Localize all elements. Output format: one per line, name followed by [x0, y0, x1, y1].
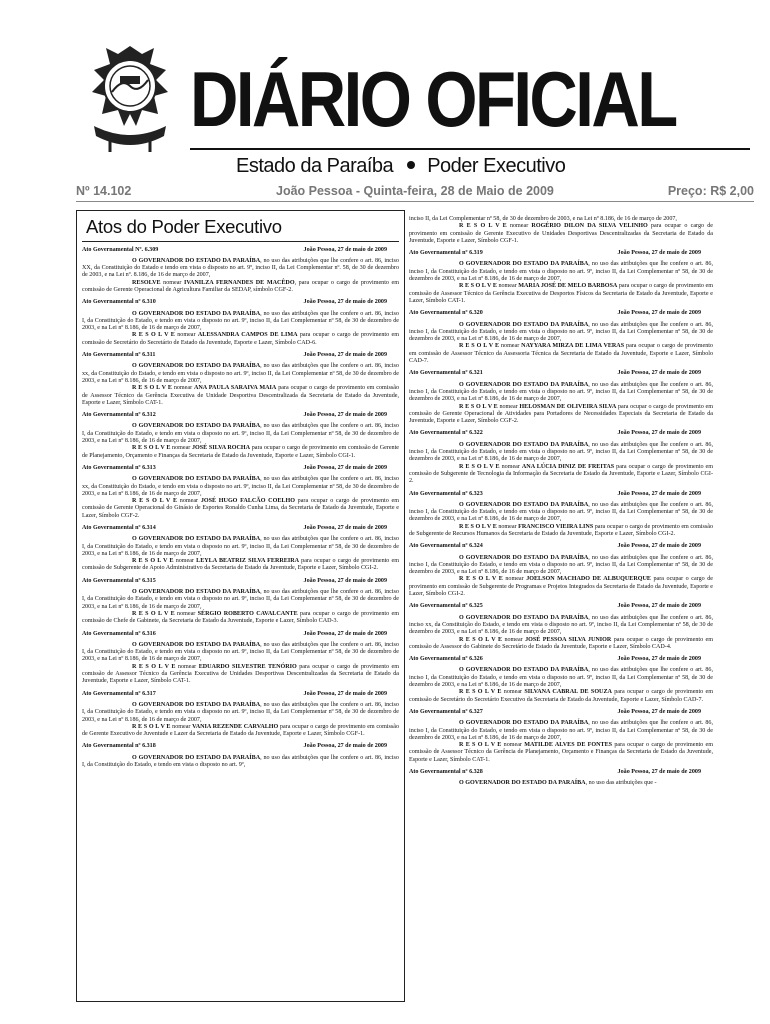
act-preamble: O GOVERNADOR DO ESTADO DA PARAÍBA, no uso das atribuições que lhe confere o art. 86, inciso I, da Constituição do Estado, e tendo em vista o disposto no art. 9º, inciso II, da Lei Complementar nº 58, de 30 de dezembro de 2003, e na Lei nº 8.186, de 16 de março de 2007, [82, 589, 399, 610]
act-entry [82, 578, 399, 626]
act-header [82, 525, 399, 532]
act-date: João Pessoa, 27 de maio de 2009 [303, 412, 387, 419]
act-resolution: R E S O L V E nomear MARIA JOSÉ DE MELO BARBOSA para ocupar o cargo de provimento em comissão de Assessor Técnico da Gerência Executiva de Desportos Físicos da Secretaria de Estado da Juventude, Esporte e Lazer, Símbolo CAT-1. [409, 283, 713, 304]
act-number: Ato Governamental nº 6.328 [409, 769, 483, 775]
act-number: Ato Governamental nº 6.310 [82, 299, 156, 306]
act-number: Ato Governamental nº 6.326 [409, 656, 483, 663]
act-header [82, 691, 399, 698]
issue-price: Preço: R$ 2,00 [667, 184, 754, 198]
act-resolution: R E S O L V E nomear JOELSON MACHADO DE ALBUQUERQUE para ocupar o cargo de provimento em comissão de Subgerente de Programas e Projetos Integrados da Secretaria de Estado da Juventude, Esporte e Lazer, Símbolo CGI-2. [409, 576, 713, 598]
act-header [409, 769, 713, 776]
act-entry [82, 631, 399, 686]
act-resolution: R E S O L V E nomear HELOSMAN DE OLIVEIRA SILVA para ocupar o cargo de provimento em comissão de Gerente Operacional de Atividades para Portadores de Necessidades Especiais da Secretaria de Estado da Juventude, Esporte e Lazer, Símbolo CGF-2. [409, 403, 713, 425]
act-number: Ato Governamental nº 6.316 [82, 630, 156, 637]
act-date: João Pessoa, 27 de maio de 2009 [617, 430, 701, 437]
act-entry [409, 310, 713, 365]
act-number: Ato Governamental nº 6.311 [82, 352, 156, 359]
act-header [409, 491, 713, 498]
act-date: João Pessoa, 27 de maio de 2009 [303, 690, 387, 697]
right-acts-list [409, 250, 713, 787]
act-number: Ato Governamental nº 6.322 [409, 430, 483, 437]
act-number: Ato Governamental nº 6.324 [409, 543, 483, 550]
newspaper-title: DIÁRIO OFICIAL [190, 55, 676, 143]
act-date: João Pessoa, 27 de maio de 2009 [303, 743, 387, 750]
act-entry [409, 543, 713, 598]
act-entry [82, 352, 399, 407]
act-preamble: O GOVERNADOR DO ESTADO DA PARAÍBA, no uso das atribuições que lhe confere o art. 86, inciso XX, da Constituição do Estado e tendo em vista o disposto no art. 9º, inciso II, da Lei Complementar nº. 58, de 30 de dezembro de 2003, e na Lei nº. 8.186, de 16 de março de 2007, [82, 257, 399, 279]
state-coat-of-arms-icon [80, 40, 180, 160]
appointee-name: JOSÉ HUGO FALCÃO COELHO [200, 498, 295, 505]
act-date: João Pessoa, 27 de maio de 2009 [617, 543, 701, 550]
act-date: João Pessoa, 27 de maio de 2009 [617, 490, 701, 497]
info-rule [76, 201, 754, 202]
act-date: João Pessoa, 27 de maio de 2009 [617, 708, 701, 715]
act-preamble: O GOVERNADOR DO ESTADO DA PARAÍBA, no uso das atribuições que lhe confere o art. 86, inciso I, da Constituição do Estado, e tendo em vista o disposto no art. 9º, inciso II, da Lei Complementar nº 58, de 30 de dezembro de 2003, e na Lei nº 8.186, de 16 de março de 2007, [409, 441, 713, 463]
appointee-name: LEYLA BEATRIZ SILVA FERREIRA [196, 558, 300, 565]
act-preamble: O GOVERNADOR DO ESTADO DA PARAÍBA, no uso das atribuições que lhe confere o art. 86, inciso I, da Constituição do Estado, e tendo em vista o disposto no art. 9º, inciso II, da Lei Complementar nº 58, de 30 de dezembro de 2003, e na Lei nº 8.186, de 16 de março de 2007, [82, 423, 399, 445]
appointee-name: SILVANA CABRAL DE SOUZA [524, 689, 612, 696]
act-number: Ato Governamental nº 6.312 [82, 412, 156, 419]
act-entry [82, 691, 399, 739]
act-header [409, 430, 713, 437]
act-preamble: O GOVERNADOR DO ESTADO DA PARAÍBA, no uso das atribuições que lhe confere o art. 86, inciso I, da Constituição do Estado, e tendo em vista o disposto no art. 9º, inciso II, da Lei Complementar nº 58, de 30 de dezembro de 2003, e na Lei nº 8.186, de 16 de março de 2007, [409, 321, 713, 343]
act-entry [82, 247, 399, 295]
appointee-name: ANA LÚCIA DINIZ DE FREITAS [521, 463, 615, 470]
act-header [82, 299, 399, 306]
act-date: João Pessoa, 27 de maio de 2009 [303, 464, 387, 471]
section-title: Atos do Poder Executivo [86, 216, 282, 237]
masthead [0, 0, 770, 215]
appointee-name: MARIA JOSÉ DE MELO BARBOSA [518, 283, 618, 290]
appointee-name: ALESSANDRA CAMPOS DE LIMA [197, 332, 298, 339]
act-header [82, 465, 399, 472]
act-resolution: R E S O L V E nomear LEYLA BEATRIZ SILVA FERREIRA para ocupar o cargo de provimento em comissão de Subgerente de Apoio Administrativo da Secretaria de Estado da Juventude, Esporte e Lazer, Símbolo CGI-2. [82, 558, 399, 572]
act-date: João Pessoa, 27 de maio de 2009 [303, 352, 387, 359]
appointee-name: JOELSON MACHADO DE ALBUQUERQUE [526, 576, 651, 583]
act-header [409, 250, 713, 257]
act-preamble: O GOVERNADOR DO ESTADO DA PARAÍBA, no uso das atribuições que lhe confere o art. 86, inciso I, da Constituição do Estado, e tendo em vista o disposto no art. 9º, inciso II, da Lei Complementar nº 58, de 30 de dezembro de 2003, e na Lei nº 8.186, de 16 de março de 2007, [409, 261, 713, 283]
act-entry [82, 743, 399, 769]
act-number: Ato Governamental nº 6.315 [82, 577, 156, 584]
act-header [82, 631, 399, 638]
appointee-name: SÉRGIO ROBERTO CAVALCANTE [197, 610, 298, 617]
act-date: João Pessoa, 27 de maio de 2009 [617, 250, 701, 257]
act-number: Ato Governamental nº 6.320 [409, 310, 483, 317]
act-date: João Pessoa, 27 de maio de 2009 [617, 370, 701, 377]
act-header [409, 370, 713, 377]
act-header [409, 656, 713, 663]
act-preamble: O GOVERNADOR DO ESTADO DA PARAÍBA, no uso das atribuições que lhe confere o art. 86, inciso xx, da Constituição do Estado, e tendo em vista o disposto no art. 9º, inciso II, da Lei Complementar nº 58, de 30 de dezembro de 2003, e na Lei nº 8.186, de 16 de março de 2007, [82, 363, 399, 384]
appointee-name: HELOSMAN DE OLIVEIRA SILVA [519, 403, 617, 410]
act-date: João Pessoa, 27 de maio de 2009 [617, 656, 701, 663]
appointee-name: JOSÉ PESSOA SILVA JUNIOR [525, 636, 612, 643]
act-date: João Pessoa, 27 de maio de 2009 [303, 525, 387, 531]
appointee-name: IVANILZA FERNANDES DE MACÊDO [184, 279, 295, 286]
act-number: Ato Governamental nº 6.323 [409, 490, 483, 497]
appointee-name: FRANCISCO VIEIRA LINS [518, 523, 594, 530]
subtitle-branch: Poder Executivo [427, 155, 566, 177]
section-rule [82, 241, 399, 242]
act-number: Ato Governamental nº 6.325 [409, 603, 483, 610]
act-entry [82, 465, 399, 520]
continued-text: inciso II, da Lei Complementar nº 58, de 30 de dezembro de 2003, e na Lei nº 8.186, de 16 de março de 2007, [409, 216, 677, 222]
masthead-rule [190, 148, 750, 150]
appointee-name: JOSÉ SILVA ROCHA [191, 445, 251, 452]
act-entry [409, 250, 713, 305]
act-header [82, 743, 399, 750]
masthead-subtitle [236, 155, 565, 178]
left-acts-list [82, 247, 399, 770]
bullet-icon [407, 161, 415, 169]
act-number: Ato Governamental nº 6.313 [82, 464, 156, 471]
act-preamble: O GOVERNADOR DO ESTADO DA PARAÍBA, no uso das atribuições que lhe confere o art. 86, inciso I, da Constituição do Estado, e tendo em vista o disposto no art. 9º, inciso II, da Lei Complementar nº 58, de 30 de dezembro de 2003, e na Lei nº 8.186, de 16 de março de 2007, [82, 701, 399, 723]
act-header [409, 543, 713, 550]
act-entry [82, 299, 399, 347]
issue-date: João Pessoa - Quinta-feira, 28 de Maio de 2009 [276, 184, 554, 198]
act-entry [409, 709, 713, 764]
appointee-name: ANA PAULA SARAIVA MAIA [194, 385, 277, 392]
right-column [409, 216, 713, 793]
act-entry [409, 603, 713, 651]
appointee-name: EDUARDO SILVESTRE TENÓRIO [198, 663, 297, 670]
act-header [409, 603, 713, 610]
act-entry [409, 656, 713, 704]
act-resolution: R E S O L V E nomear JOSÉ HUGO FALCÃO COELHO para ocupar o cargo de provimento em comissão de Gerente Operacional do Ginásio de Esportes Ronaldo Cunha Lima, da Secretaria de Estado da Juventude, Esporte e Lazer, Símbolo CGF-2. [82, 498, 399, 519]
appointee-name: MATILDE ALVES DE FONTES [524, 742, 613, 749]
act-resolution: R E S O L V E nomear VANIA REZENDE CARVALHO para ocupar o cargo de provimento em comissão de Gerente Executivo de Juventude e Lazer da Secretaria de Estado da Juventude, Esporte e Lazer, Símbolo CGF-1. [82, 723, 399, 738]
act-date: João Pessoa, 27 de maio de 2009 [617, 310, 701, 317]
act-resolution: R E S O L V E nomear MATILDE ALVES DE FONTES para ocupar o cargo de provimento em comissão de Assessor Técnico da Gerência de Planejamento, Orçamento e Finanças da Secretaria de Estado da Juventude, Esporte e Lazer, Símbolo CAT-1. [409, 742, 713, 763]
left-column [82, 216, 399, 774]
act-preamble: O GOVERNADOR DO ESTADO DA PARAÍBA, no uso das atribuições que lhe confere o art. 86, inciso I, da Constituição do Estado, e tendo em vista o disposto no art. 9º, inciso II, da Lei Complementar nº 58, de 30 de dezembro de 2003, e na Lei nº 8.186, de 16 de março de 2007, [82, 310, 399, 332]
act-date: João Pessoa, 27 de maio de 2009 [303, 299, 387, 306]
act-resolution: RESOLVE nomear IVANILZA FERNANDES DE MACÊDO, para ocupar o cargo de provimento em comissão de Gerente Operacional de Agricultura Familiar da SEDAP, símbolo CGF-2. [82, 279, 399, 293]
act-header [82, 352, 399, 359]
act-resolution: R E S O L V E nomear SILVANA CABRAL DE SOUZA para ocupar o cargo de provimento em comissão de Secretário do Secretário Executivo da Secretaria de Estado da Juventude, Esporte e Lazer, Símbolo CAD-7. [409, 689, 713, 703]
act-header [82, 412, 399, 419]
act-resolution: R E S O L V E nomear EDUARDO SILVESTRE TENÓRIO para ocupar o cargo de provimento em comissão de Assessor Técnico da Gerência Executiva de Unidades Desportivas Descentralizadas da Secretaria de Estado da Juventude, Esporte e Lazer, Símbolo CAT-1. [82, 663, 399, 685]
act-date: João Pessoa, 27 de maio de 2009 [303, 577, 387, 584]
continued-resolution: R E S O L V E nomear ROGÉRIO DILON DA SILVA VELINHO para ocupar o cargo de provimento em comissão de Gerente Executivo de Unidades Desportivas Descentralizadas da Secretaria de Estado da Juventude, Esporte e Lazer, Símbolo CGF-1. [409, 223, 714, 244]
act-number: Ato Governamental nº 6.318 [82, 743, 156, 750]
act-preamble: O GOVERNADOR DO ESTADO DA PARAÍBA, no uso das atribuições que lhe confere o art. 86, inciso I, da Constituição do Estado, e tendo em vista o disposto no art. 9º, inciso II, da Lei Complementar nº 58, de 30 de dezembro de 2003, e na Lei nº 8.186, de 16 de março de 2007, [82, 641, 399, 663]
act-header [409, 310, 713, 317]
act-date: João Pessoa, 27 de maio de 2009 [617, 769, 701, 775]
act-entry [82, 525, 399, 573]
act-preamble: O GOVERNADOR DO ESTADO DA PARAÍBA, no uso das atribuições que lhe confere o art. 86, inciso xx, da Constituição do Estado, e tendo em vista o disposto no art. 9º, inciso II, da Lei Complementar nº 58, de 30 de dezembro de 2003, e na Lei nº 8.186, de 16 de março de 2007, [82, 476, 399, 497]
appointee-name: NAYYARA MIRZA DE LIMA VERAS [521, 343, 625, 350]
act-resolution: R E S O L V E nomear SÉRGIO ROBERTO CAVALCANTE para ocupar o cargo de provimento em comissão de Chefe de Gabinete, da Secretaria de Estado da Juventude, Esporte e Lazer, Símbolo CAD-3. [82, 610, 399, 625]
act-date: João Pessoa, 27 de maio de 2009 [303, 630, 387, 637]
act-preamble: O GOVERNADOR DO ESTADO DA PARAÍBA, no uso das atribuições que - [459, 780, 657, 787]
subtitle-state: Estado da Paraíba [236, 155, 394, 177]
act-number: Ato Governamental nº 6.327 [409, 708, 483, 715]
act-resolution: R E S O L V E nomear ANA LÚCIA DINIZ DE FREITAS para ocupar o cargo de provimento em comissão de Subgerente de Tecnologia da Informação da Secretaria de Estado da Juventude, Esporte e Lazer, Símbolo CGI-2. [409, 463, 714, 485]
act-number: Ato Governamental nº 6.317 [82, 690, 156, 697]
act-preamble: O GOVERNADOR DO ESTADO DA PARAÍBA, no uso das atribuições que lhe confere o art. 86, inciso I, da Constituição do Estado, e tendo em vista o disposto no art. 9º, [82, 754, 399, 769]
act-preamble: O GOVERNADOR DO ESTADO DA PARAÍBA, no uso das atribuições que lhe confere o art. 86, inciso I, da Constituição do Estado, e tendo em vista o disposto no art. 9º, inciso II, da Lei Complementar nº 58, de 30 de dezembro de 2003, e na Lei nº 8.186, de 16 de março de 2007, [82, 536, 399, 557]
appointee-name: VANIA REZENDE CARVALHO [192, 723, 279, 730]
act-entry [409, 491, 713, 539]
act-number: Ato Governamental nº 6.319 [409, 250, 483, 257]
act-preamble: O GOVERNADOR DO ESTADO DA PARAÍBA, no uso das atribuições que lhe confere o art. 86, inciso I, da Constituição do Estado, e tendo em vista o disposto no art. 9º, inciso II, da Lei Complementar nº 58, de 30 de dezembro de 2003, e na Lei nº 8.186, de 16 de março de 2007, [409, 554, 713, 576]
act-header [409, 709, 713, 716]
act-entry [409, 430, 713, 485]
act-header [82, 578, 399, 585]
act-preamble: O GOVERNADOR DO ESTADO DA PARAÍBA, no uso das atribuições que lhe confere o art. 86, inciso I, da Constituição do Estado, e tendo em vista o disposto no art. 9º, inciso II, da Lei Complementar nº 58, de 30 de dezembro de 2003, e na Lei nº 8.186, de 16 de março de 2007, [409, 381, 713, 403]
act-preamble: O GOVERNADOR DO ESTADO DA PARAÍBA, no uso das atribuições que lhe confere o art. 86, inciso I, da Constituição do Estado, e tendo em vista o disposto no art. 9º, inciso II, da Lei Complementar nº 58, de 30 de dezembro de 2003, e na Lei nº 8.186, de 16 de março de 2007, [409, 501, 713, 523]
act-number: Ato Governamental nº 6.321 [409, 370, 483, 377]
act-resolution: R E S O L V E nomear JOSÉ PESSOA SILVA JUNIOR para ocupar o cargo de provimento em comissão de Assessor do Gabinete do Secretário de Estado da Juventude, Esporte e Lazer, Símbolo CAD-4. [409, 636, 713, 650]
act-number: Ato Governamental Nº. 6.309 [82, 246, 159, 253]
act-entry [409, 769, 713, 788]
act-resolution: R E S O L V E nomear JOSÉ SILVA ROCHA para ocupar o cargo de provimento em comissão de Gerente de Planejamento, Orçamento e Finanças da Secretaria de Estado da Juventude, Esporte e Lazer, Símbolo CGI-1. [82, 445, 399, 459]
act-preamble: O GOVERNADOR DO ESTADO DA PARAÍBA, no uso das atribuições que lhe confere o art. 86, inciso I, da Constituição do Estado, e tendo em vista o disposto no art. 9º, inciso II, da Lei Complementar nº 58, de 30 de dezembro de 2003, e na Lei nº 8.186, de 16 de março de 2007, [409, 720, 713, 741]
continued-act [409, 216, 713, 245]
issue-number: Nº 14.102 [76, 184, 132, 198]
act-resolution: R E S O L V E nomear NAYYARA MIRZA DE LIMA VERAS para ocupar o cargo de provimento em comissão de Assessor Técnico da Assessoria Técnica da Secretaria de Estado da Juventude, Esporte e Lazer, Símbolo CAD-7. [409, 343, 713, 365]
act-resolution: R E S O L V E nomear ALESSANDRA CAMPOS DE LIMA para ocupar o cargo de provimento em comissão de Secretário do Secretário de Estado da Juventude, Esporte e Lazer, Símbolo CAD-6. [82, 332, 399, 346]
act-date: João Pessoa, 27 de maio de 2009 [617, 603, 701, 610]
act-resolution: R E S O L V E nomear FRANCISCO VIEIRA LINS para ocupar o cargo de provimento em comissão de Subgerente de Recursos Humanos da Secretaria de Estado da Juventude, Esporte e Lazer, Símbolo CGI-2. [409, 523, 713, 537]
act-preamble: O GOVERNADOR DO ESTADO DA PARAÍBA, no uso das atribuições que lhe confere o art. 86, inciso xx, da Constituição do Estado, e tendo em vista o disposto no art. 9º, inciso II, da Lei Complementar nº 58, de 30 de dezembro de 2003, e na Lei nº 8.186, de 16 de março de 2007, [409, 614, 713, 636]
act-preamble: O GOVERNADOR DO ESTADO DA PARAÍBA, no uso das atribuições que lhe confere o art. 86, inciso I, da Constituição do Estado, e tendo em vista o disposto no art. 9º, inciso II, da Lei Complementar nº 58, de 30 de dezembro de 2003, e na Lei nº 8.186, de 16 de março de 2007, [409, 667, 713, 689]
act-entry [82, 412, 399, 460]
act-date: João Pessoa, 27 de maio de 2009 [303, 246, 387, 253]
act-resolution: R E S O L V E nomear ANA PAULA SARAIVA MAIA para ocupar o cargo de provimento em comissão de Assessor Técnico da Gerência Executiva de Unidade Desportiva Descentralizada da Secretaria de Estado da Juventude, Esporte e Lazer, Símbolo CAT-1. [82, 385, 399, 406]
act-entry [409, 370, 713, 425]
act-header [82, 247, 399, 254]
act-number: Ato Governamental nº 6.314 [82, 525, 156, 531]
